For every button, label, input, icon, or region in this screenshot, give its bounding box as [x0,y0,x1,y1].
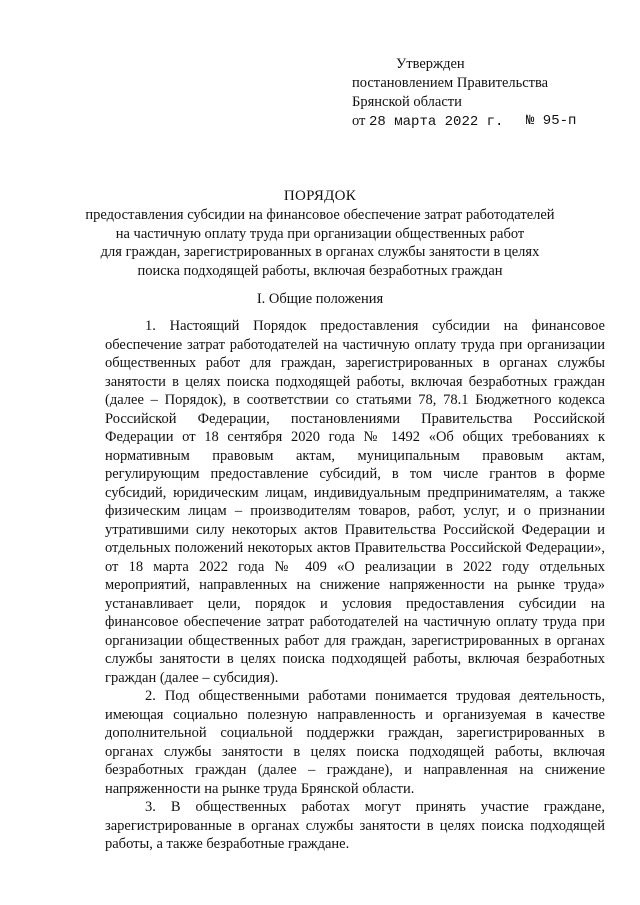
approval-date-line [352,112,622,132]
subtitle-line: на частичную оплату труда при организации общественных работ [115,225,525,242]
subtitle-line: предоставления субсидии на финансовое обеспечение затрат работодателей [85,207,555,223]
approval-date: 28 марта 2022 г. [369,114,504,130]
document-subtitle [0,206,640,280]
approval-stamp [352,55,622,132]
paragraph-2: 2. Под общественными работами понимается трудовая деятельность, имеющая социально полезную направленность и организуемая в качестве дополнительной социальной поддержки граждан, зарегистрированных в органах службы занятости в целях поиска подходящей работы, включая безработных граждан (далее – граждане), и направленная на снижение напряженности на рынке труда Брянской области. [105,688,605,797]
approval-line-2: Брянской области [352,94,462,110]
approval-line-1: постановлением Правительства [352,75,549,91]
document-title: ПОРЯДОК [283,188,357,204]
approval-number: № 95-п [526,113,577,129]
paragraph-1: 1. Настоящий Порядок предоставления субсидии на финансовое обеспечение затрат работодателей на частичную оплату труда при организации общественных работ для граждан, зарегистрированных в органах службы занятости в целях поиска подходящей работы, включая безработных граждан (далее – Порядок), в соответствии со статьями 78, 78.1 Бюджетного кодекса Российской Федерации, постановлениями Правительства Российской Федерации от 18 сентября 2020 года № 1492 «Об общих требованиях к нормативным правовым актам, муниципальным правовым актам, регулирующим предоставление субсидий, в том числе грантов в форме субсидий, юридическим лицам, индивидуальным предпринимателям, а также физическим лицам – производителям товаров, работ, услуг, и о признании утратившими силу некоторых актов Правительства Российской Федерации и отдельных положений некоторых актов Правительства Российской Федерации», от 18 марта 2022 года № 409 «О реализации в 2022 году отдельных мероприятий, направленных на снижение напряженности на рынке труда» устанавливает цели, порядок и условия предоставления субсидии на финансовое обеспечение затрат работодателей на частичную оплату труда при организации общественных работ для граждан, зарегистрированных в органах службы занятости в целях поиска подходящей работы, включая безработных граждан (далее – субсидия). [105,318,605,686]
paragraph-3: 3. В общественных работах могут принять участие граждане, зарегистрированные в органах службы занятости в целях поиска подходящей работы, а также безработные граждане. [105,799,605,852]
subtitle-line: поиска подходящей работы, включая безработных граждан [137,262,503,279]
approval-title: Утвержден [396,56,465,72]
document-body [105,317,605,854]
approval-date-prefix: от [352,113,366,129]
subtitle-line: для граждан, зарегистрированных в органах службы занятости в целях [100,244,540,260]
section-heading: I. Общие положения [256,291,384,307]
